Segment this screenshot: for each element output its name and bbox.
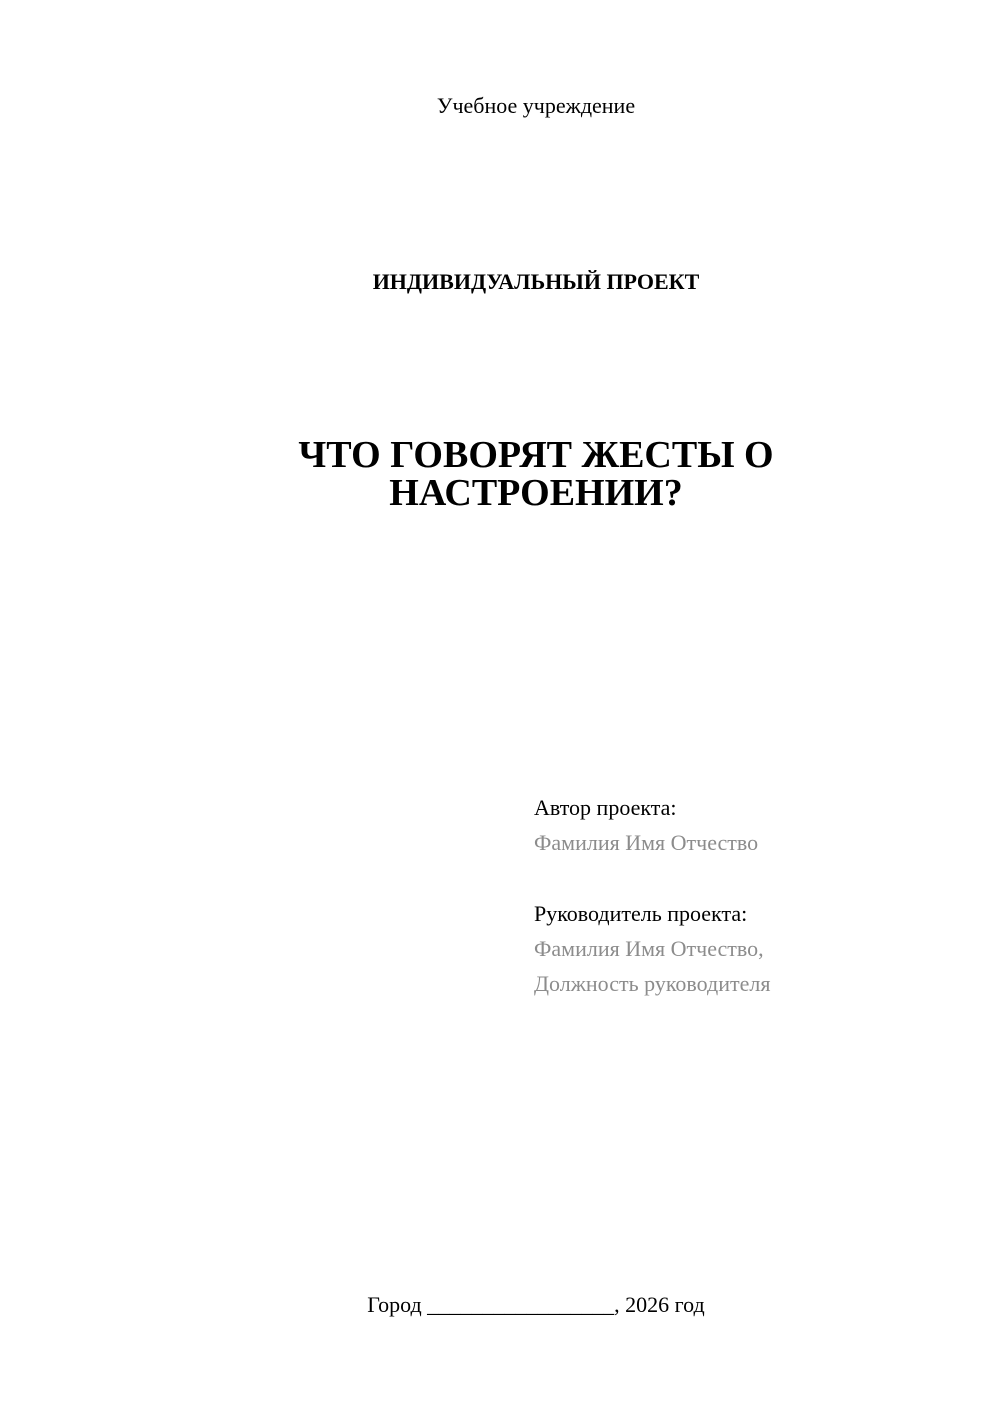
project-title-line-2: НАСТРОЕНИИ?: [389, 472, 683, 514]
document-type: ИНДИВИДУАЛЬНЫЙ ПРОЕКТ: [372, 269, 700, 294]
city-year-line: Город _________________, 2026 год: [367, 1292, 705, 1317]
project-title: [0, 436, 1000, 512]
project-title-line-1: ЧТО ГОВОРЯТ ЖЕСТЫ О: [298, 434, 774, 476]
author-name: Фамилия Имя Отчество: [534, 830, 759, 855]
supervisor-position: Должность руководителя: [534, 971, 771, 996]
project-credits: [534, 790, 954, 1001]
supervisor-group: [534, 896, 954, 1001]
author-group: [534, 790, 954, 860]
institution-name: Учебное учреждение: [436, 93, 636, 118]
supervisor-name: Фамилия Имя Отчество,: [534, 936, 764, 961]
author-label: Автор проекта:: [534, 795, 677, 820]
supervisor-label: Руководитель проекта:: [534, 901, 748, 926]
